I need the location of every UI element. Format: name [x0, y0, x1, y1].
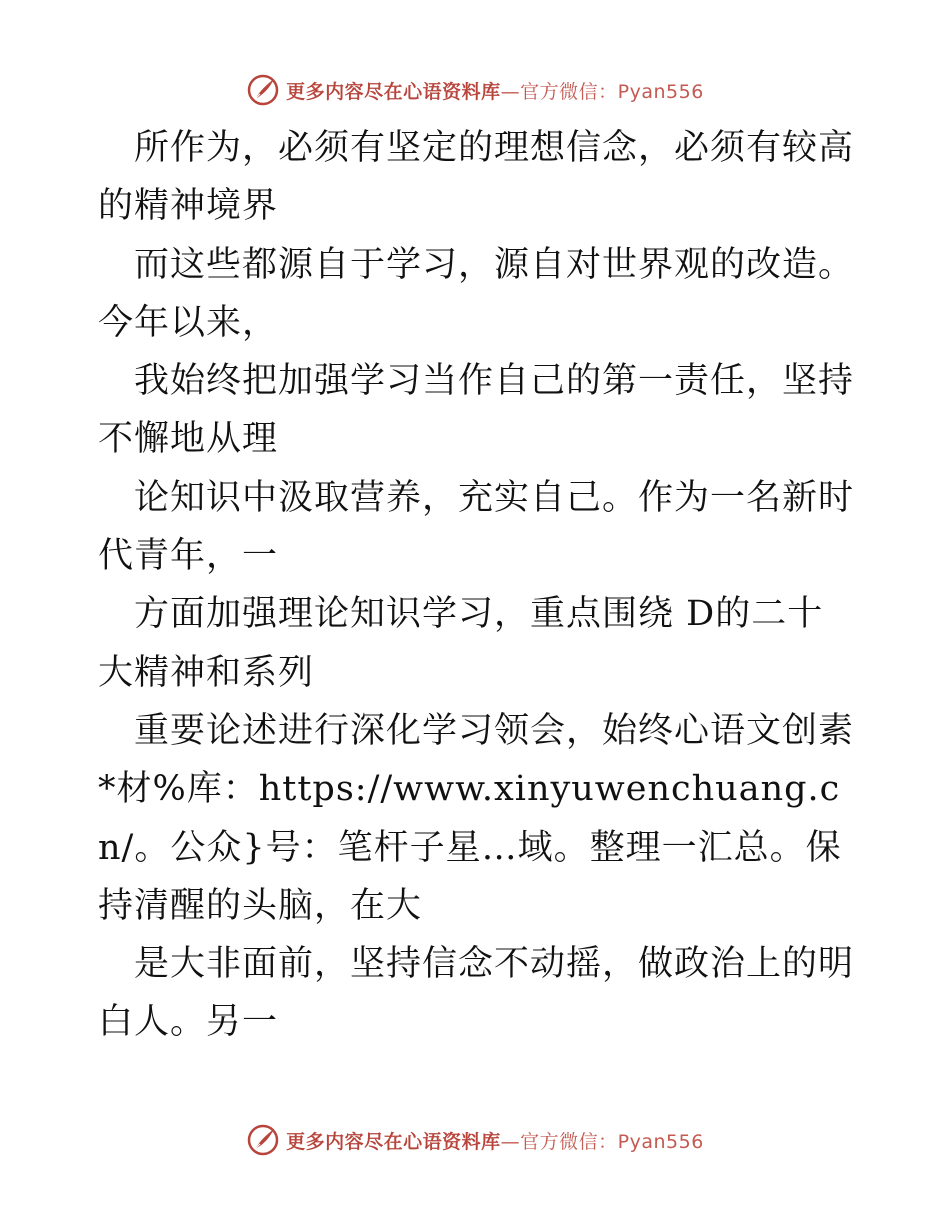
paragraph-5: 方面加强理论知识学习，重点围绕 D的二十大精神和系列 [98, 594, 824, 693]
quill-logo-icon [246, 1123, 280, 1157]
header-banner [0, 70, 950, 110]
banner-text [286, 77, 704, 104]
paragraph-7: 是大非面前，坚持信念不动摇，做政治上的明白人。另一 [98, 944, 855, 1043]
banner-wechat-text: 官方微信：Pyan556 [520, 1130, 704, 1153]
banner-site-text: 更多内容尽在心语资料库 [286, 1130, 501, 1153]
banner-dash: — [500, 1130, 521, 1153]
banner-site-text: 更多内容尽在心语资料库 [286, 80, 501, 103]
paragraph-2: 而这些都源自于学习，源自对世界观的改造。今年以来， [98, 244, 855, 343]
banner-dash: — [500, 80, 521, 103]
paragraph-4: 论知识中汲取营养，充实自己。作为一名新时代青年，一 [98, 477, 855, 577]
banner-wechat-text: 官方微信：Pyan556 [520, 80, 704, 103]
paragraph-1: 所作为，必须有坚定的理想信念，必须有较高的精神境界 [98, 128, 855, 227]
banner-text [286, 1127, 704, 1154]
paragraph-3: 我始终把加强学习当作自己的第一责任，坚持不懈地从理 [98, 361, 855, 460]
document-body [98, 119, 858, 1052]
paragraph-6: 重要论述进行深化学习领会，始终心语文创素*材%库：https://www.xinyuwenchuang.cn/。公众}号：笔杆子星…域。整理一汇总。保持清醒的头脑，在大 [98, 710, 855, 926]
footer-banner [0, 1120, 950, 1160]
quill-logo-icon [246, 73, 280, 107]
